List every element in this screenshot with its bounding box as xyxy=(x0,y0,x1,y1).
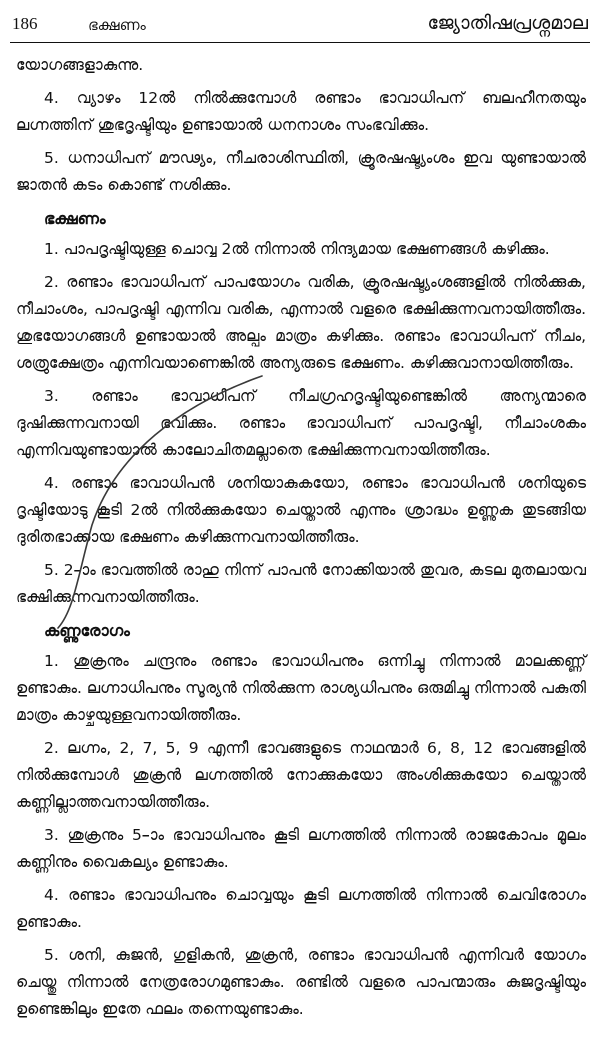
paragraph: 4. വ്യാഴം 12ൽ നിൽക്കുമ്പോൾ രണ്ടാം ഭാവാധിപന് ബലഹീനതയും ലഗ്നത്തിന് ശുഭദൃഷ്ടിയും ഉണ്ടായാൽ ധനനാശം സംഭവിക്കും. xyxy=(16,89,586,134)
paragraph: 4. രണ്ടാം ഭാവാധിപനും ചൊവ്വയും കൂടി ലഗ്നത്തിൽ നിന്നാൽ ചെവിരോഗം ഉണ്ടാകും. xyxy=(16,886,586,931)
page-number: 186 xyxy=(12,14,38,33)
paragraph: 5. ധനാധിപന് മൗഢ്യം, നീചരാശിസ്ഥിതി, ക്രൂരഷഷ്ട്യംശം ഇവ യുണ്ടായാൽ ജാതൻ കടം കൊണ്ട് നശിക്കും. xyxy=(16,149,586,194)
page-body xyxy=(16,52,586,1029)
paragraph: 4. രണ്ടാം ഭാവാധിപൻ ശനിയാകുകയോ, രണ്ടാം ഭാവാധിപൻ ശനിയുടെ ദൃഷ്ടിയോടു കൂടി 2ൽ നിൽക്കുകയോ ചെയ്താൽ എന്നും ശ്രാദ്ധം ഉണ്ണുക തുടങ്ങിയ ദുരിതഭാക്കായ ഭക്ഷണം കഴിക്കുന്നവനായിത്തീരും. xyxy=(16,474,586,546)
paragraph: 1. പാപദൃഷ്ടിയുള്ള ചൊവ്വ 2ൽ നിന്നാൽ നിന്ദ്യമായ ഭക്ഷണങ്ങൾ കഴിക്കും. xyxy=(44,240,550,258)
paragraph: 3. രണ്ടാം ഭാവാധിപന് നീചഗ്രഹദൃഷ്ടിയുണ്ടെങ്കിൽ അന്യന്മാരെ ദുഷിക്കുന്നവനായി ഭവിക്കും. രണ്ടാം ഭാവാധിപന് പാപദൃഷ്ടി, നീചാംശകം എന്നിവയുണ്ടായാൽ കാലോചിതമല്ലാതെ ഭക്ഷിക്കുന്നവനായിത്തീരും. xyxy=(16,387,586,459)
paragraph: 1. ശുക്രനും ചന്ദ്രനും രണ്ടാം ഭാവാധിപനും ഒന്നിച്ചു നിന്നാൽ മാലക്കണ്ണ് ഉണ്ടാകും. ലഗ്നാധിപനും സൂര്യൻ നിൽക്കുന്ന രാശ്യധിപനും ഒരുമിച്ചു നിന്നാൽ പകുതി മാത്രം കാഴ്ചയുള്ളവനായിത്തീരും. xyxy=(16,652,586,724)
paragraph: 2. ലഗ്നം, 2, 7, 5, 9 എന്നീ ഭാവങ്ങളുടെ നാഥന്മാർ 6, 8, 12 ഭാവങ്ങളിൽ നിൽക്കുമ്പോൾ ശുക്രൻ ലഗ്നത്തിൽ നോക്കുകയോ അംശിക്കുകയോ ചെയ്താൽ കണ്ണില്ലാത്തവനായിത്തീരും. xyxy=(16,739,586,811)
section-heading-eye-disease: കണ്ണുരോഗം xyxy=(44,621,130,640)
paragraph: 3. ശുക്രനും 5–ാം ഭാവാധിപനും കൂടി ലഗ്നത്തിൽ നിന്നാൽ രാജകോപം മൂലം കണ്ണിനും വൈകല്യം ഉണ്ടാകും. xyxy=(16,826,586,871)
chapter-title: ഭക്ഷണം xyxy=(88,16,146,34)
carry-over-text: യോഗങ്ങളാകുന്നു. xyxy=(16,56,144,74)
page-header xyxy=(10,8,590,43)
book-title: ജ്യോതിഷപ്രശ്നമാല xyxy=(427,12,588,34)
paragraph: 5. ശനി, കുജൻ, ഗുളികൻ, ശുക്രൻ, രണ്ടാം ഭാവാധിപൻ എന്നിവർ യോഗം ചെയ്തു നിന്നാൽ നേത്രരോഗമുണ്ടാകും. രണ്ടിൽ വളരെ പാപന്മാരും കുജദൃഷ്ടിയും ഉണ്ടെങ്കിലും ഇതേ ഫലം തന്നെയുണ്ടാകും. xyxy=(16,946,586,1018)
paragraph: 5. 2–ാം ഭാവത്തിൽ രാഹു നിന്ന് പാപൻ നോക്കിയാൽ തുവര, കടല മുതലായവ ഭക്ഷിക്കുന്നവനായിത്തീരും. xyxy=(16,561,586,606)
section-heading-food: ഭക്ഷണം xyxy=(44,209,106,228)
paragraph: 2. രണ്ടാം ഭാവാധിപന് പാപയോഗം വരിക, ക്രൂരഷഷ്ട്യംശങ്ങളിൽ നിൽക്കുക, നീചാംശം, പാപദൃഷ്ടി എന്നിവ വരിക, എന്നാൽ വളരെ ഭക്ഷിക്കുന്നവനായിത്തീരും. ശുഭയോഗങ്ങൾ ഉണ്ടായാൽ അല്പം മാത്രം കഴിക്കും. രണ്ടാം ഭാവാധിപന് നീചം, ശത്രുക്ഷേത്രം എന്നിവയാണെങ്കിൽ അന്യരുടെ ഭക്ഷണം. കഴിക്കുവാനായിത്തീരും. xyxy=(16,273,586,372)
